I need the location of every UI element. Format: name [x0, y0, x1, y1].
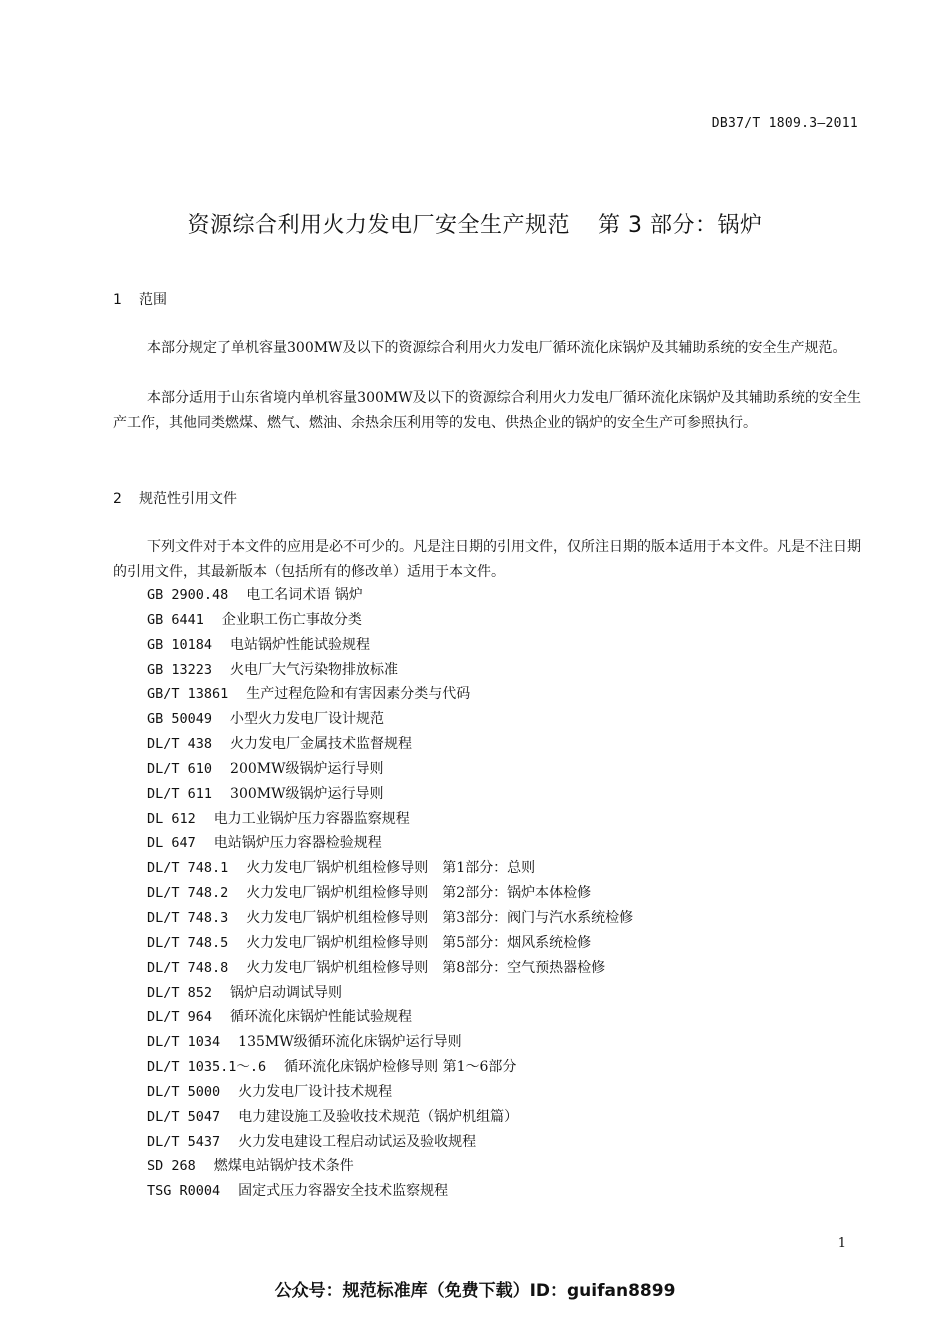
reference-code: DL/T 748.5	[147, 934, 229, 951]
reference-code: TSG R0004	[147, 1183, 221, 1200]
reference-item	[147, 881, 633, 906]
reference-code: DL 647	[147, 835, 196, 852]
scope-paragraph-2: 本部分适用于山东省境内单机容量300MW及以下的资源综合利用火力发电厂循环流化床锅炉及其辅助系统的安全生产工作，其他同类燃煤、燃气、燃油、余热余压利用等的发电、供热企业的锅炉的安全生产可参照执行。	[113, 390, 861, 431]
section-heading-scope	[113, 289, 167, 309]
scope-paragraph-1: 本部分规定了单机容量300MW及以下的资源综合利用火力发电厂循环流化床锅炉及其辅助系统的安全生产规范。	[147, 340, 847, 356]
reference-item	[147, 807, 633, 832]
reference-item	[147, 1105, 633, 1130]
reference-item	[147, 1005, 633, 1030]
reference-title: 火力发电厂锅炉机组检修导则 第8部分：空气预热器检修	[246, 959, 606, 976]
reference-item	[147, 1080, 633, 1105]
reference-title: 300MW级锅炉运行导则	[230, 785, 384, 802]
reference-item	[147, 732, 633, 757]
reference-item	[147, 1030, 633, 1055]
reference-title: 小型火力发电厂设计规范	[230, 711, 385, 728]
section-heading-references	[113, 488, 237, 508]
title-main: 资源综合利用火力发电厂安全生产规范	[187, 213, 571, 238]
reference-code: DL/T 748.3	[147, 909, 229, 926]
reference-code: GB 10184	[147, 636, 213, 653]
reference-item	[147, 757, 633, 782]
standard-code: DB37/T 1809.3—2011	[711, 116, 858, 131]
references-intro-paragraph: 下列文件对于本文件的应用是必不可少的。凡是注日期的引用文件，仅所注日期的版本适用于本文件。凡是不注日期的引用文件，其最新版本（包括所有的修改单）适用于本文件。	[113, 539, 861, 580]
reference-title: 200MW级锅炉运行导则	[230, 760, 384, 777]
reference-list	[147, 583, 633, 1204]
reference-title: 固定式压力容器安全技术监察规程	[238, 1183, 449, 1200]
reference-title: 电工名词术语 锅炉	[246, 587, 363, 603]
reference-title: 火力发电厂锅炉机组检修导则 第5部分：烟风系统检修	[246, 934, 592, 951]
reference-code: GB 50049	[147, 711, 213, 728]
reference-code: GB 13223	[147, 661, 213, 678]
reference-code: DL 612	[147, 810, 196, 827]
reference-title: 火力发电厂锅炉机组检修导则 第2部分：锅炉本体检修	[246, 885, 592, 902]
reference-code: DL/T 748.1	[147, 860, 229, 877]
reference-title: 企业职工伤亡事故分类	[221, 611, 362, 628]
reference-item	[147, 906, 633, 931]
reference-code: DL/T 748.2	[147, 885, 229, 902]
reference-code: GB 2900.48	[147, 587, 229, 603]
reference-item	[147, 1179, 633, 1204]
reference-code: DL/T 610	[147, 760, 213, 777]
reference-code: DL/T 964	[147, 1009, 213, 1026]
title-part: 第 3 部分：锅炉	[598, 213, 763, 238]
reference-title: 循环流化床锅炉检修导则 第1～6部分	[284, 1059, 517, 1076]
reference-title: 电站锅炉压力容器检验规程	[213, 835, 382, 852]
reference-code: DL/T 1034	[147, 1034, 221, 1051]
reference-item	[147, 658, 633, 683]
reference-title: 循环流化床锅炉性能试验规程	[230, 1009, 413, 1026]
reference-title: 电力建设施工及验收技术规范（锅炉机组篇）	[238, 1108, 519, 1125]
reference-title: 火力发电厂锅炉机组检修导则 第1部分：总则	[246, 860, 536, 877]
reference-item	[147, 782, 633, 807]
reference-item	[147, 633, 633, 658]
footer-watermark: 公众号：规范标准库（免费下载）ID：guifan8899	[274, 1281, 676, 1301]
section-title: 规范性引用文件	[139, 491, 237, 507]
reference-title: 电站锅炉性能试验规程	[230, 636, 371, 653]
reference-item	[147, 956, 633, 981]
reference-code: GB/T 13861	[147, 686, 229, 703]
reference-code: SD 268	[147, 1158, 196, 1175]
reference-item	[147, 682, 633, 707]
reference-title: 135MW级循环流化床锅炉运行导则	[238, 1034, 462, 1051]
reference-item	[147, 583, 633, 608]
reference-title: 火电厂大气污染物排放标准	[230, 661, 399, 678]
reference-code: DL/T 5000	[147, 1083, 221, 1100]
reference-code: DL/T 852	[147, 984, 213, 1001]
reference-item	[147, 856, 633, 881]
reference-item	[147, 981, 633, 1006]
reference-item	[147, 1130, 633, 1155]
section-number: 2	[113, 491, 122, 507]
reference-title: 火力发电厂锅炉机组检修导则 第3部分：阀门与汽水系统检修	[246, 909, 634, 926]
reference-code: DL/T 611	[147, 785, 213, 802]
document-title	[0, 208, 950, 239]
section-number: 1	[113, 292, 122, 308]
reference-title: 锅炉启动调试导则	[230, 984, 343, 1001]
reference-code: DL/T 1035.1～.6	[147, 1059, 267, 1076]
reference-code: DL/T 438	[147, 736, 213, 753]
reference-item	[147, 707, 633, 732]
reference-code: DL/T 748.8	[147, 959, 229, 976]
reference-title: 火力发电厂设计技术规程	[238, 1083, 393, 1100]
reference-code: GB 6441	[147, 611, 204, 628]
reference-item	[147, 831, 633, 856]
reference-item	[147, 931, 633, 956]
reference-code: DL/T 5047	[147, 1108, 221, 1125]
reference-item	[147, 608, 633, 633]
reference-title: 燃煤电站锅炉技术条件	[213, 1158, 354, 1175]
reference-title: 生产过程危险和有害因素分类与代码	[246, 686, 471, 703]
reference-title: 火力发电厂金属技术监督规程	[230, 736, 413, 753]
reference-item	[147, 1154, 633, 1179]
reference-item	[147, 1055, 633, 1080]
reference-code: DL/T 5437	[147, 1133, 221, 1150]
page-number: 1	[837, 1236, 846, 1251]
section-title: 范围	[139, 292, 167, 308]
reference-title: 火力发电建设工程启动试运及验收规程	[238, 1133, 477, 1150]
reference-title: 电力工业锅炉压力容器监察规程	[213, 810, 410, 827]
